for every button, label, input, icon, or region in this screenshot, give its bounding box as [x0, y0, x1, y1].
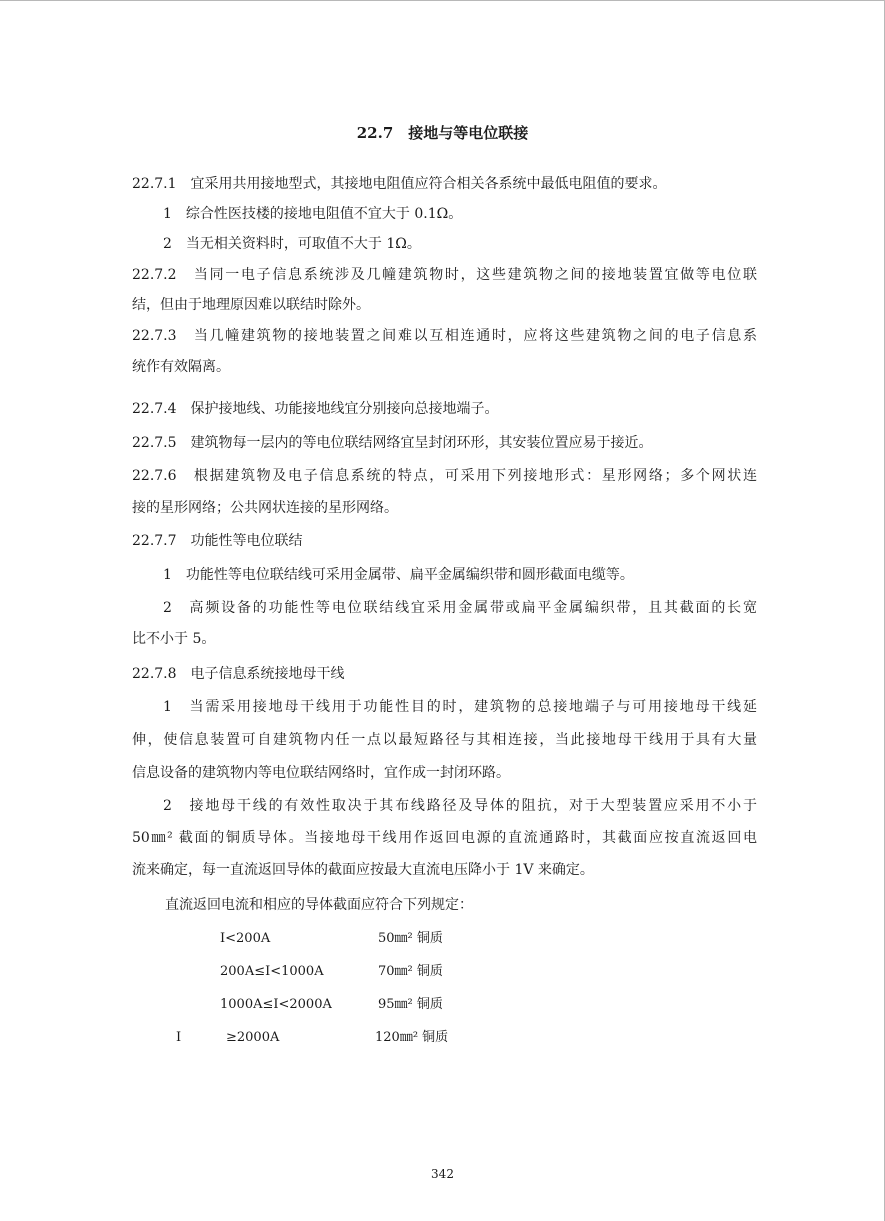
clause-item-2: 2 接地母干线的有效性取决于其布线路径及导体的阻抗，对于大型装置应采用不小于	[163, 798, 757, 814]
table-current: ≥2000A	[226, 1030, 280, 1045]
table-section: 95㎜² 铜质	[378, 997, 443, 1012]
section-title: 22.7 接地与等电位联接	[356, 124, 529, 142]
clause-22-7-2: 22.7.2 当同一电子信息系统涉及几幢建筑物时，这些建筑物之间的接地装置宜做等电位联	[132, 267, 757, 283]
table-section: 120㎜² 铜质	[375, 1030, 449, 1045]
clause-22-7-8: 22.7.8 电子信息系统接地母干线	[132, 666, 345, 682]
clause-item-1: 1 当需采用接地母干线用于功能性目的时，建筑物的总接地端子与可用接地母干线延	[163, 699, 757, 715]
table-section: 50㎜² 铜质	[378, 931, 443, 946]
clause-22-7-3: 22.7.3 当几幢建筑物的接地装置之间难以互相连通时，应将这些建筑物之间的电子信息系	[132, 328, 757, 344]
table-current: 200A≤I<1000A	[220, 964, 324, 979]
clause-continuation: 接的星形网络；公共网状连接的星形网络。	[132, 500, 398, 516]
clause-22-7-4: 22.7.4 保护接地线、功能接地线宜分别接向总接地端子。	[132, 401, 499, 417]
clause-continuation: 比不小于 5。	[132, 631, 216, 647]
clause-continuation: 50㎜² 截面的铜质导体。当接地母干线用作返回电源的直流通路时，其截面应按直流返回电	[132, 830, 757, 846]
clause-22-7-6: 22.7.6 根据建筑物及电子信息系统的特点，可采用下列接地形式：星形网络；多个网状连	[132, 468, 757, 484]
clause-continuation: 结，但由于地理原因难以联结时除外。	[132, 297, 370, 313]
clause-22-7-5: 22.7.5 建筑物每一层内的等电位联结网络宜呈封闭环形，其安装位置应易于接近。	[132, 435, 653, 451]
clause-item-1: 1 功能性等电位联结线可采用金属带、扁平金属编织带和圆形截面电缆等。	[163, 567, 634, 583]
table-intro: 直流返回电流和相应的导体截面应符合下列规定：	[165, 897, 473, 913]
clause-continuation: 统作有效隔离。	[132, 359, 230, 375]
table-current: I<200A	[220, 931, 271, 946]
clause-continuation: 流来确定，每一直流返回导体的截面应按最大直流电压降小于 1V 来确定。	[132, 862, 594, 878]
clause-item-2: 2 当无相关资料时，可取值不大于 1Ω。	[163, 236, 421, 252]
clause-continuation: 信息设备的建筑物内等电位联结网络时，宜作成一封闭环路。	[132, 765, 510, 781]
clause-item-1: 1 综合性医技楼的接地电阻值不宜大于 0.1Ω。	[163, 206, 463, 222]
page-number: 342	[431, 1167, 454, 1181]
clause-item-2: 2 高频设备的功能性等电位联结线宜采用金属带或扁平金属编织带，且其截面的长宽	[163, 600, 757, 616]
clause-22-7-7: 22.7.7 功能性等电位联结	[132, 533, 303, 549]
table-lead: I	[176, 1030, 182, 1045]
table-section: 70㎜² 铜质	[378, 964, 443, 979]
table-current: 1000A≤I<2000A	[220, 997, 332, 1012]
clause-continuation: 伸，使信息装置可自建筑物内任一点以最短路径与其相连接，当此接地母干线用于具有大量	[132, 732, 757, 748]
clause-22-7-1: 22.7.1 宜采用共用接地型式，其接地电阻值应符合相关各系统中最低电阻值的要求。	[132, 176, 667, 192]
